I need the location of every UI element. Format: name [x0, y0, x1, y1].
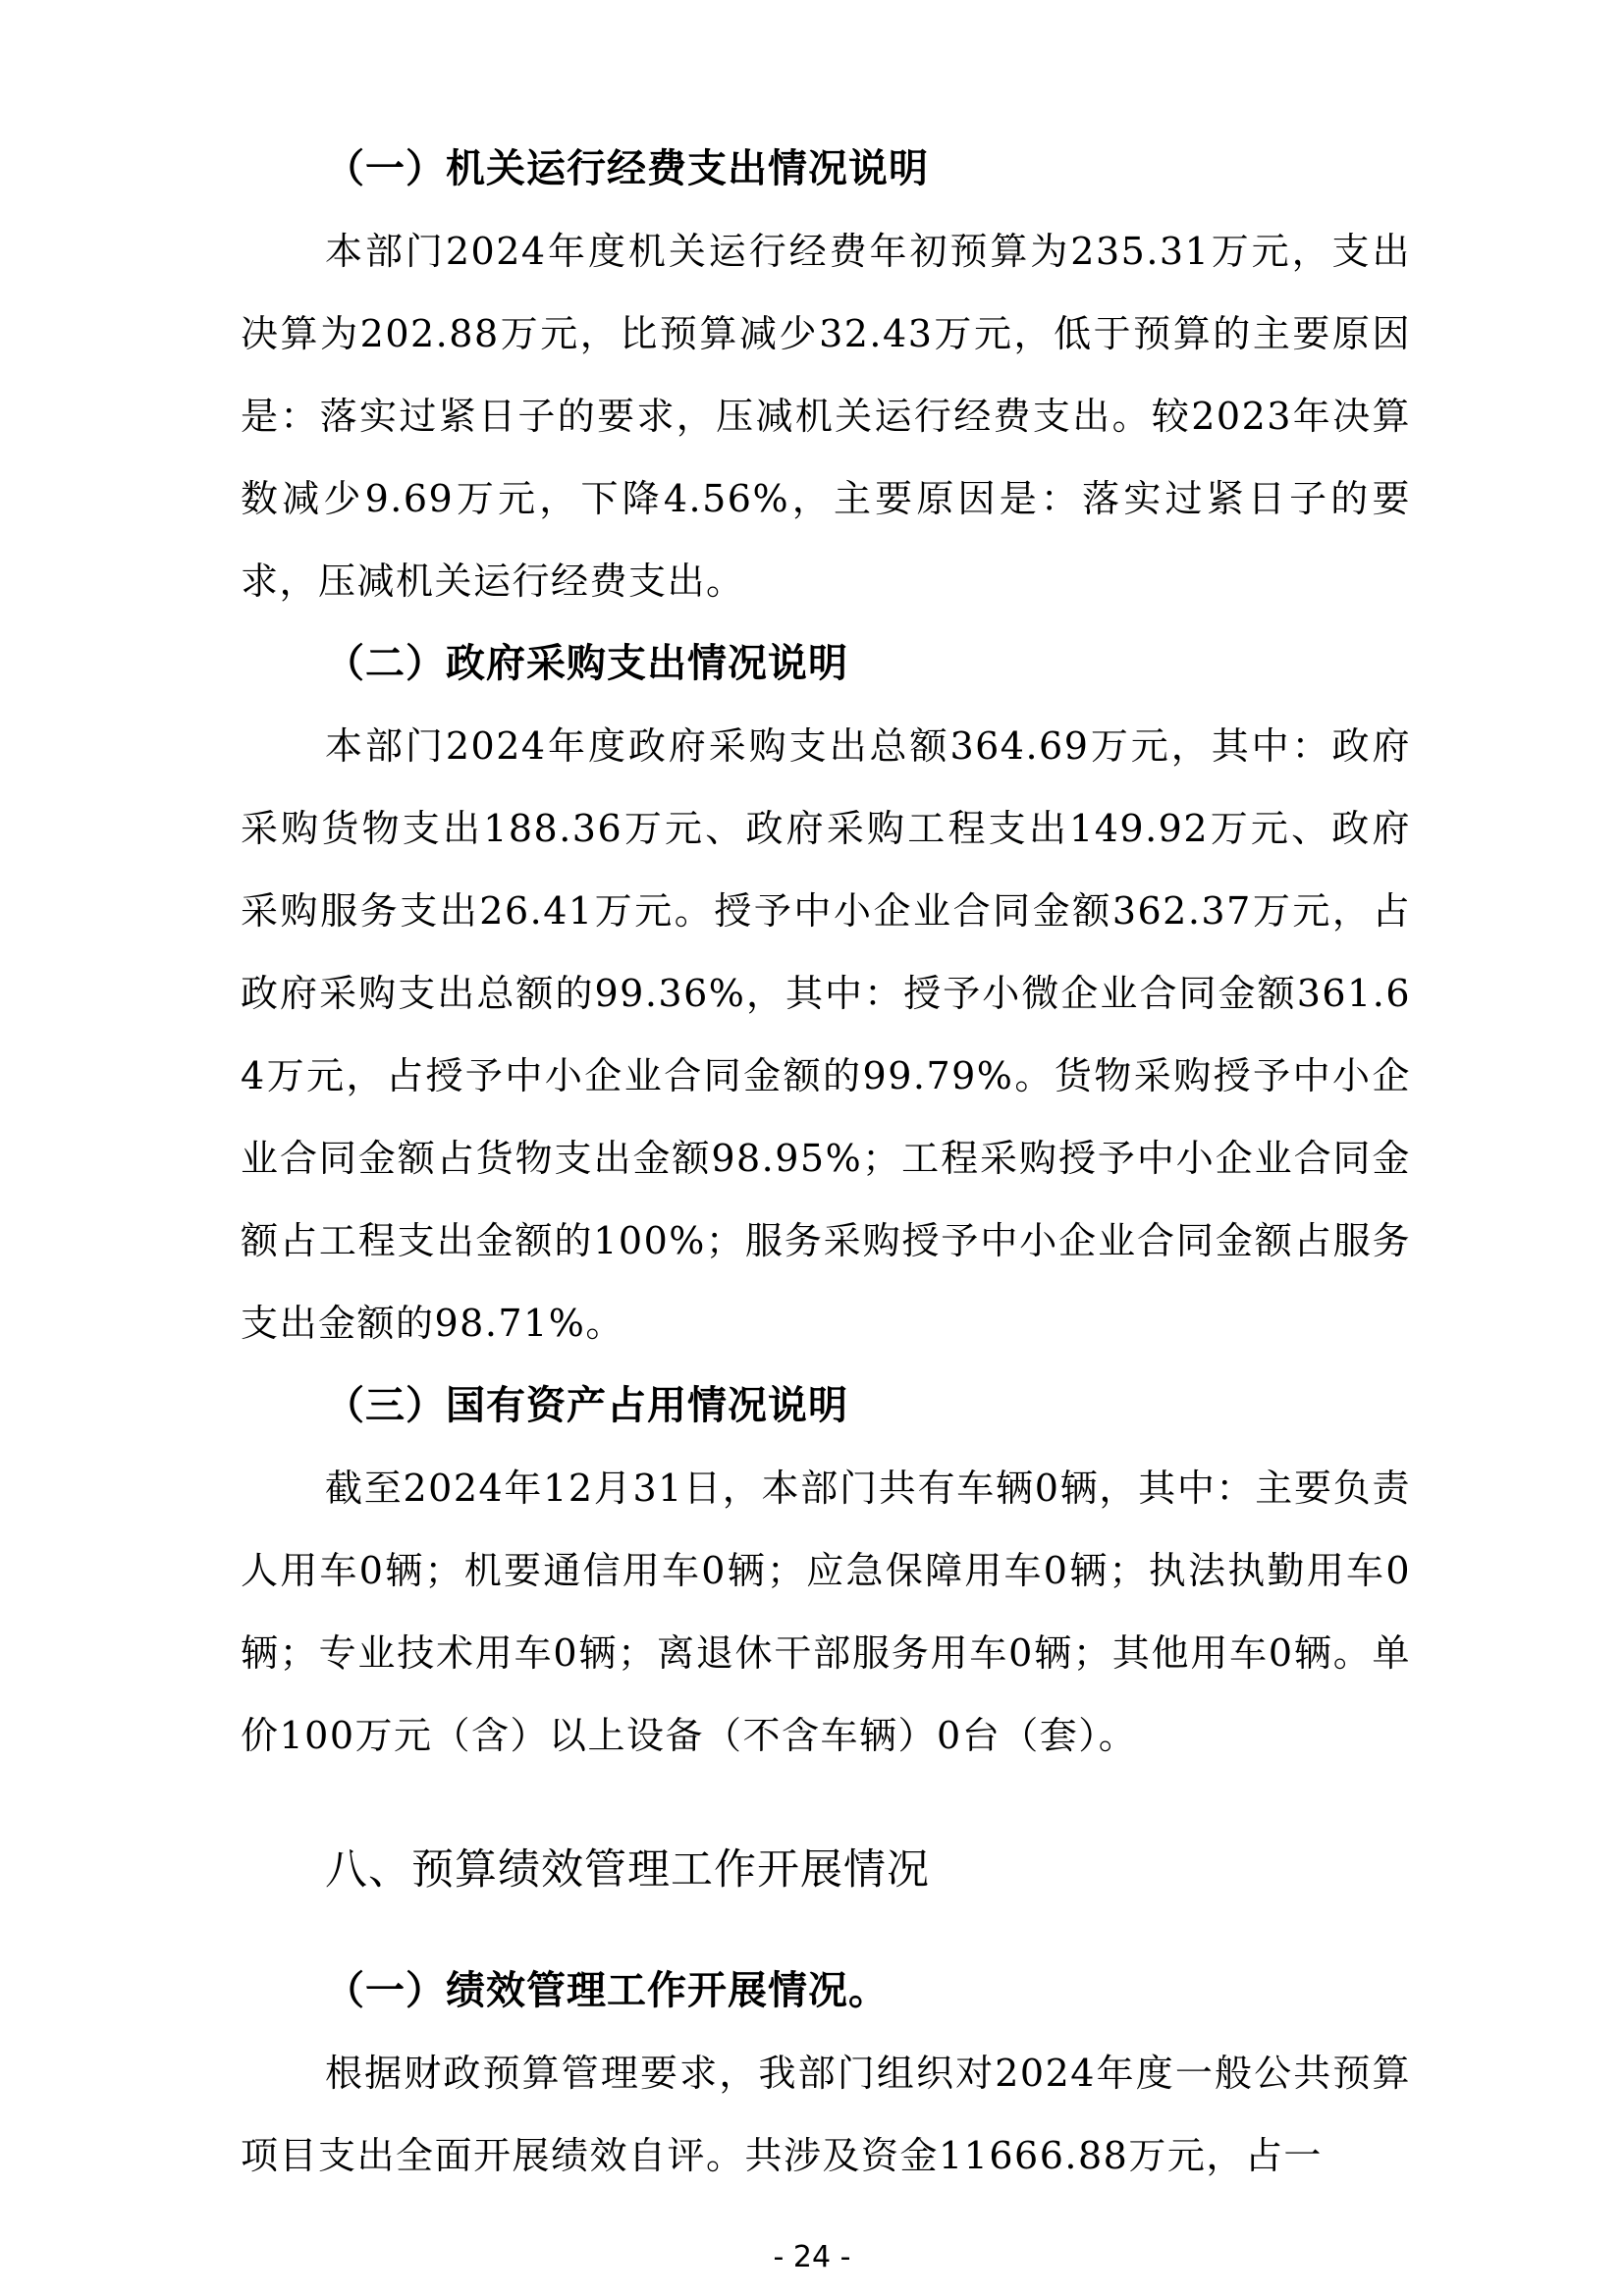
section-heading-1: （一）机关运行经费支出情况说明	[325, 146, 929, 191]
page-number: - 24 -	[773, 2240, 851, 2274]
subsection-heading: （一）绩效管理工作开展情况。	[325, 1968, 889, 2013]
document-page	[241, 128, 1411, 2197]
section-body-1: 本部门2024年度机关运行经费年初预算为235.31万元，支出决算为202.88万元，比预算减少32.43万元，低于预算的主要原因是：落实过紧日子的要求，压减机关运行经费支出。较2023年决算数减少9.69万元，下降4.56%，主要原因是：落实过紧日子的要求，压减机关运行经费支出。	[241, 230, 1411, 603]
section-heading-2: （二）政府采购支出情况说明	[325, 641, 848, 686]
subsection-body: 根据财政预算管理要求，我部门组织对2024年度一般公共预算项目支出全面开展绩效自评。共涉及资金11666.88万元，占一	[241, 2052, 1411, 2177]
section-body-2: 本部门2024年度政府采购支出总额364.69万元，其中：政府采购货物支出188.36万元、政府采购工程支出149.92万元、政府采购服务支出26.41万元。授予中小企业合同金额362.37万元，占政府采购支出总额的99.36%，其中：授予小微企业合同金额361.64万元，占授予中小企业合同金额的99.79%。货物采购授予中小企业合同金额占货物支出金额98.95%；工程采购授予中小企业合同金额占工程支出金额的100%；服务采购授予中小企业合同金额占服务支出金额的98.71%。	[241, 724, 1411, 1345]
section-body-3: 截至2024年12月31日，本部门共有车辆0辆，其中：主要负责人用车0辆；机要通信用车0辆；应急保障用车0辆；执法执勤用车0辆；专业技术用车0辆；离退休干部服务用车0辆；其他用车0辆。单价100万元（含）以上设备（不含车辆）0台（套）。	[241, 1467, 1411, 1757]
chapter-heading: 八、预算绩效管理工作开展情况	[325, 1845, 930, 1895]
section-heading-3: （三）国有资产占用情况说明	[325, 1383, 848, 1428]
